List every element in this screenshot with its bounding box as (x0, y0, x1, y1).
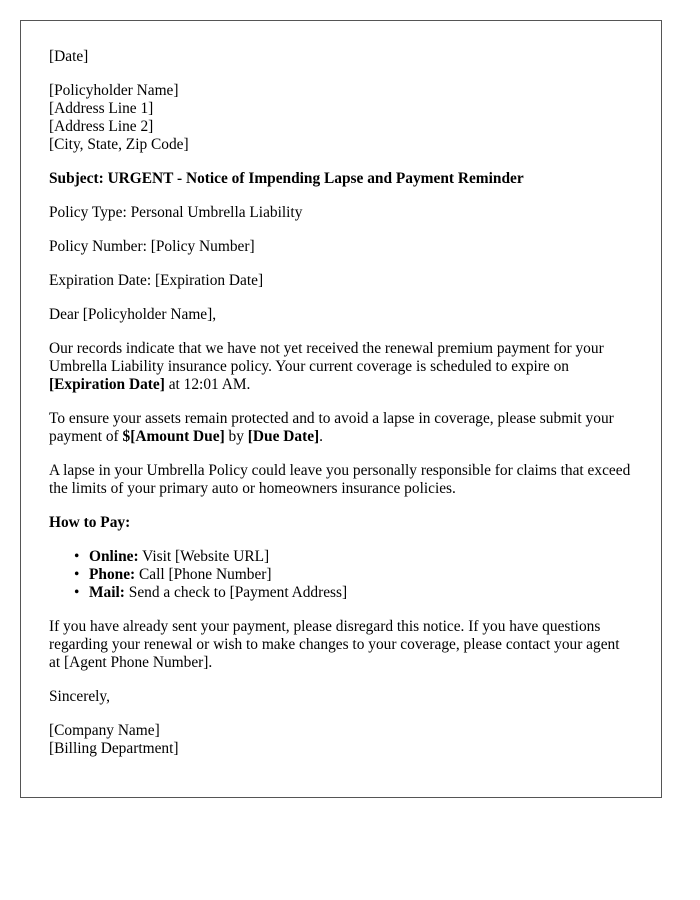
bullet-icon: • (74, 584, 80, 601)
expiration-date: Expiration Date: [Expiration Date] (49, 272, 264, 289)
recipient-name: [Policyholder Name] (49, 82, 179, 99)
payment-method-text: Call [Phone Number] (135, 566, 272, 583)
paragraph-lapse-warning: A lapse in your Umbrella Policy could leave you personally responsible for claims that exceed the limits of your primary auto or homeowners insurance policies. (49, 462, 631, 497)
signature-block (49, 722, 633, 758)
paragraph-payment-text-a: To ensure your assets remain protected and to avoid a lapse in coverage, please submit your payment of (49, 410, 614, 445)
policy-number: Policy Number: [Policy Number] (49, 238, 255, 255)
recipient-address (49, 82, 633, 154)
payment-method-label: Phone: (89, 566, 136, 583)
payment-method-phone (74, 566, 633, 584)
recipient-city-state-zip: [City, State, Zip Code] (49, 136, 189, 153)
payment-method-label: Mail: (89, 584, 125, 601)
how-to-pay-heading: How to Pay: (49, 514, 131, 531)
letter-page (20, 20, 662, 798)
paragraph-records-text-a: Our records indicate that we have not yet received the renewal premium payment for your Umbrella Liability insurance policy. Your current coverage is scheduled to expire on (49, 340, 604, 375)
paragraph-payment-request (49, 410, 633, 446)
amount-due-bold: $[Amount Due] (122, 428, 225, 445)
due-date-bold: [Due Date] (247, 428, 320, 445)
payment-method-text: Visit [Website URL] (138, 548, 270, 565)
signature-department: [Billing Department] (49, 740, 179, 757)
paragraph-questions: If you have already sent your payment, please disregard this notice. If you have questions regarding your renewal or wish to make changes to your coverage, please contact your agent at [Agent Phone Number]. (49, 618, 620, 671)
paragraph-payment-text-b: by (224, 428, 248, 445)
payment-method-text: Send a check to [Payment Address] (124, 584, 348, 601)
paragraph-records-expiration-bold: [Expiration Date] (49, 376, 165, 393)
signature-company: [Company Name] (49, 722, 160, 739)
date-text: [Date] (49, 48, 89, 65)
subject-line: Subject: URGENT - Notice of Impending Lapse and Payment Reminder (49, 170, 524, 187)
recipient-address-line-1: [Address Line 1] (49, 100, 154, 117)
bullet-icon: • (74, 566, 80, 583)
salutation: Dear [Policyholder Name], (49, 306, 217, 323)
payment-method-mail (74, 584, 633, 602)
payment-method-online (74, 548, 633, 566)
bullet-icon: • (74, 548, 80, 565)
payment-method-label: Online: (89, 548, 139, 565)
letter-date (49, 48, 633, 66)
policy-type: Policy Type: Personal Umbrella Liability (49, 204, 303, 221)
paragraph-payment-text-c: . (319, 428, 324, 445)
payment-methods-list (49, 548, 633, 602)
closing: Sincerely, (49, 688, 110, 705)
paragraph-records (49, 340, 633, 394)
paragraph-records-text-b: at 12:01 AM. (164, 376, 251, 393)
recipient-address-line-2: [Address Line 2] (49, 118, 154, 135)
